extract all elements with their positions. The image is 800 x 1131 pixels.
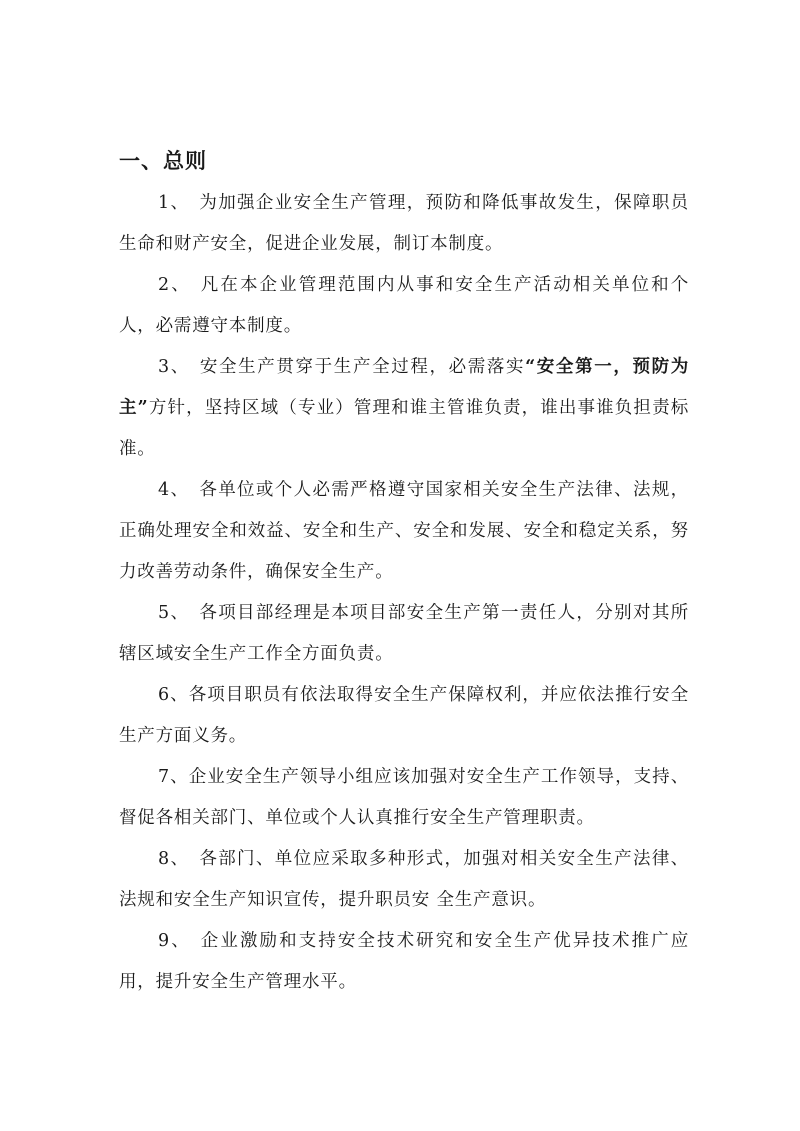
clause-9 <box>119 921 689 1003</box>
clause-number: 6、 <box>158 685 189 705</box>
clause-number: 4、 <box>158 480 190 500</box>
clause-text: 安全生产贯穿于生产全过程，必需落实 <box>199 357 526 377</box>
clause-text: 企业激励和支持安全技术研究和安全生产优异技术推广应用，提升安全生产管理水平。 <box>119 931 690 992</box>
section-heading: 一、总则 <box>119 148 207 173</box>
clause-number: 5、 <box>158 603 190 623</box>
document-body <box>119 183 689 1003</box>
clause-7 <box>119 757 689 839</box>
clause-number: 7、 <box>158 767 189 787</box>
clause-number: 8、 <box>158 849 190 869</box>
clause-number: 9、 <box>158 931 191 951</box>
clause-text: 各项目部经理是本项目部安全生产第一责任人，分别对其所辖区域安全生产工作全方面负责。 <box>119 603 689 664</box>
clause-4 <box>119 470 689 593</box>
clause-text-continued: 方针，坚持区域（专业）管理和谁主管谁负责，谁出事谁负担责标准。 <box>119 398 690 459</box>
clause-number: 3、 <box>158 357 190 377</box>
clause-text: 各部门、单位应采取多种形式，加强对相关安全生产法律、法规和安全生产知识宣传，提升职员安 全生产意识。 <box>119 849 689 910</box>
clause-text: 企业安全生产领导小组应该加强对安全生产工作领导，支持、督促各相关部门、单位或个人认真推行安全生产管理职责。 <box>119 767 689 828</box>
clause-text: 凡在本企业管理范围内从事和安全生产活动相关单位和个人，必需遵守本制度。 <box>119 275 690 336</box>
clause-emphasis: “安全第一，预防为主” <box>119 357 690 418</box>
clause-number: 2、 <box>158 275 191 295</box>
clause-3 <box>119 347 689 470</box>
clause-text: 各项目职员有依法取得安全生产保障权利，并应依法推行安全生产方面义务。 <box>119 685 689 746</box>
clause-8 <box>119 839 689 921</box>
clause-text: 各单位或个人必需严格遵守国家相关安全生产法律、法规，正确处理安全和效益、安全和生产、安全和发展、安全和稳定关系，努力改善劳动条件，确保安全生产。 <box>119 480 689 582</box>
clause-number: 1、 <box>158 193 190 213</box>
clause-6 <box>119 675 689 757</box>
clause-5 <box>119 593 689 675</box>
clause-1 <box>119 183 689 265</box>
clause-2 <box>119 265 689 347</box>
clause-text: 为加强企业安全生产管理，预防和降低事故发生，保障职员生命和财产安全，促进企业发展，制订本制度。 <box>119 193 689 254</box>
